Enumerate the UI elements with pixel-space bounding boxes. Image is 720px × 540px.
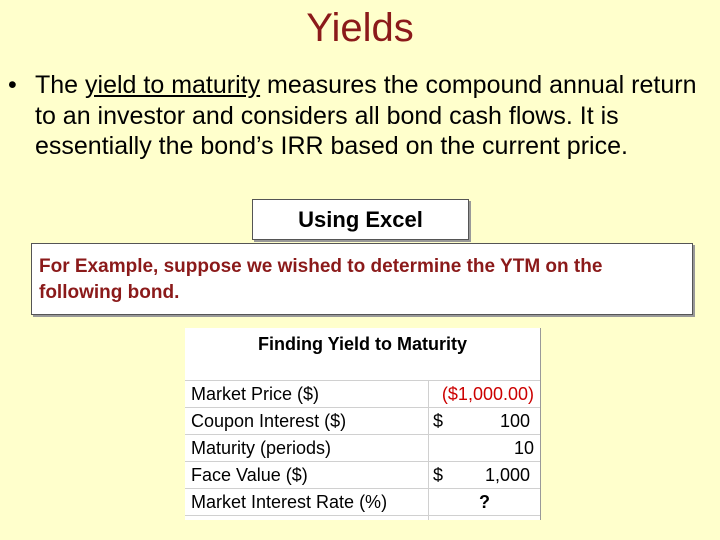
row-label: Market Interest Rate (%) <box>191 492 388 512</box>
maturity-value: 10 <box>513 438 534 458</box>
coupon-interest-value: 100 <box>499 411 530 431</box>
row-label: Maturity (periods) <box>191 438 332 458</box>
bullet-marker: • <box>8 71 17 99</box>
table-row <box>185 408 540 435</box>
face-value-value: 1,000 <box>484 465 530 485</box>
market-rate-value: ? <box>479 492 490 512</box>
spreadsheet-title: Finding Yield to Maturity <box>258 334 467 354</box>
table-row <box>185 489 540 516</box>
market-price-value: ($1,000.00) <box>441 384 534 404</box>
row-label: Face Value ($) <box>191 465 308 485</box>
row-label: Coupon Interest ($) <box>191 411 347 431</box>
bullet-text-pre: The <box>35 71 86 99</box>
yield-to-maturity-term: yield to maturity <box>85 71 261 99</box>
row-label: Market Price ($) <box>191 384 320 404</box>
dollar-sign: $ <box>433 411 444 431</box>
example-text: For Example, suppose we wished to determine the YTM on the following bond. <box>39 256 603 303</box>
using-excel-box: Using Excel <box>252 199 469 240</box>
table-row <box>185 381 540 408</box>
table-row <box>185 435 540 462</box>
bullet-text <box>35 70 715 162</box>
dollar-sign: $ <box>433 465 444 485</box>
example-box <box>31 243 693 315</box>
table-row <box>185 462 540 489</box>
spreadsheet-table <box>185 328 541 520</box>
slide-title: Yields <box>306 6 414 50</box>
blank-row <box>185 360 540 381</box>
bullet-text-post: measures the compound annual return to an investor and considers all bond cash flows. It is essentially the bond’s IRR based on the current price. <box>35 71 697 160</box>
